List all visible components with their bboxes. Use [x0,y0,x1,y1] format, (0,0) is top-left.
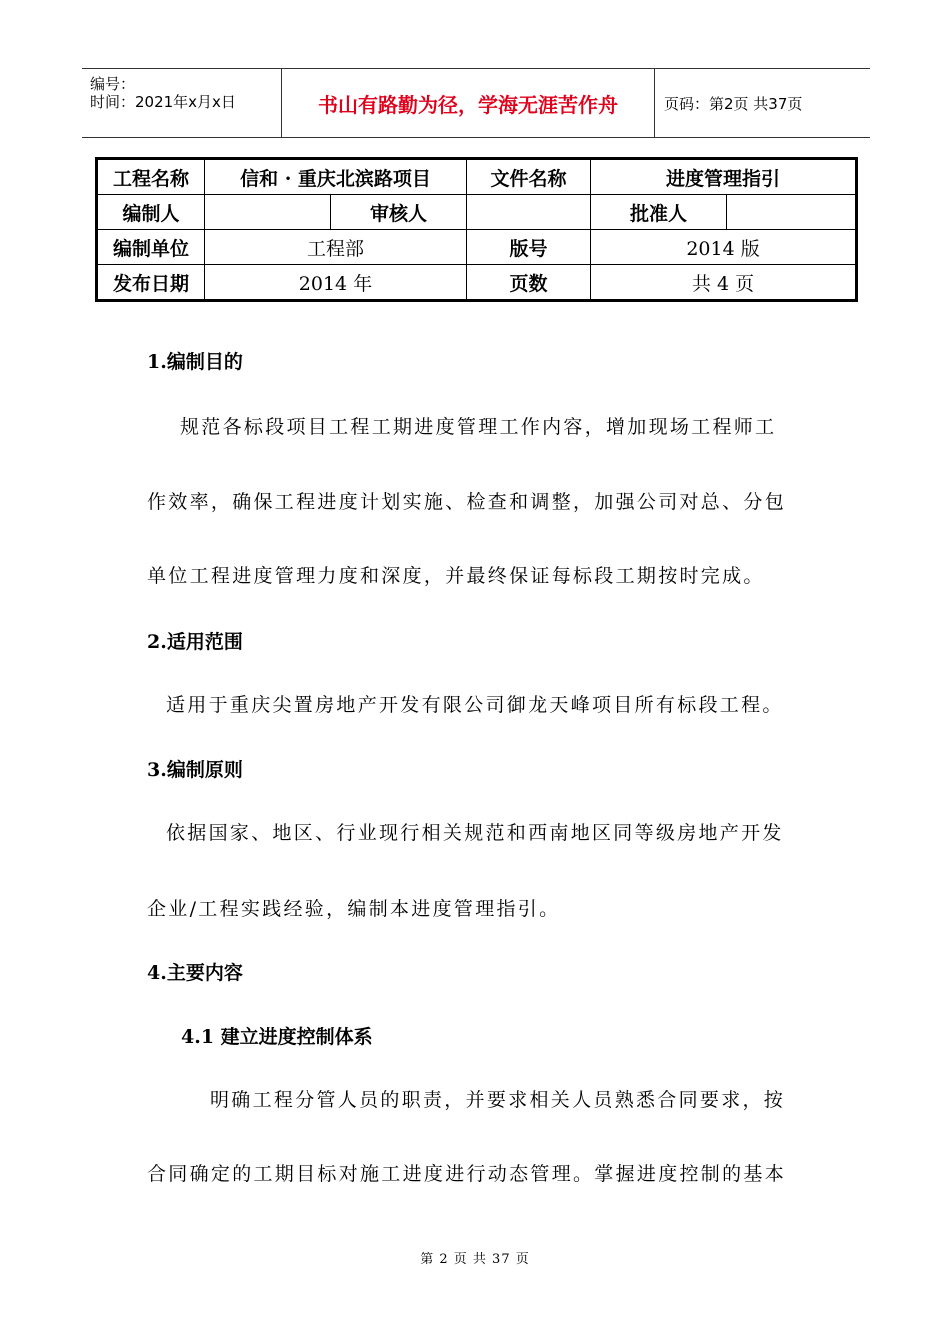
table-cell: 2014 版 [591,230,857,265]
table-cell: 工程部 [205,230,467,265]
header-page-info: 页码：第2页 共37页 [664,95,803,113]
table-row [97,159,857,195]
page-header [82,68,870,138]
subsection-heading-4-1: 4.1 建立进度控制体系 [181,1026,373,1048]
table-cell: 工程名称 [97,159,205,195]
section-heading-2: 2.适用范围 [147,631,243,653]
table-cell [467,195,591,230]
table-row [97,265,857,301]
table-cell: 进度管理指引 [591,159,857,195]
paragraph-line: 企业/工程实践经验，编制本进度管理指引。 [147,898,561,920]
table-row [97,195,857,230]
paragraph-line: 合同确定的工期目标对施工进度进行动态管理。掌握进度控制的基本 [147,1163,787,1185]
table-cell: 批准人 [591,195,727,230]
paragraph-line: 作效率，确保工程进度计划实施、检查和调整，加强公司对总、分包 [147,491,787,513]
paragraph-line: 规范各标段项目工程工期进度管理工作内容，增加现场工程师工 [180,416,777,438]
paragraph-line: 依据国家、地区、行业现行相关规范和西南地区同等级房地产开发 [166,822,784,844]
time-label: 时间：2021年x月x日 [90,93,236,111]
header-meta [82,69,282,137]
paragraph-line: 适用于重庆尖置房地产开发有限公司御龙天峰项目所有标段工程。 [166,694,784,716]
table-cell: 信和 · 重庆北滨路项目 [205,159,467,195]
page-footer: 第 2 页 共 37 页 [420,1252,530,1267]
table-cell: 编制人 [97,195,205,230]
table-cell: 发布日期 [97,265,205,301]
section-heading-1: 1.编制目的 [147,351,243,373]
table-cell [205,195,331,230]
table-cell: 版号 [467,230,591,265]
table-row [97,230,857,265]
number-label: 编号： [90,75,136,93]
paragraph-line: 单位工程进度管理力度和深度，并最终保证每标段工期按时完成。 [147,565,765,587]
table-cell [727,195,857,230]
table-cell: 文件名称 [467,159,591,195]
paragraph-line: 明确工程分管人员的职责，并要求相关人员熟悉合同要求，按 [210,1089,786,1111]
section-heading-3: 3.编制原则 [147,759,243,781]
document-info-table [95,157,858,302]
table-cell: 2014 年 [205,265,467,301]
section-heading-4: 4.主要内容 [147,962,243,984]
table-cell: 审核人 [331,195,467,230]
header-divider [654,69,655,137]
table-cell: 页数 [467,265,591,301]
table-cell: 编制单位 [97,230,205,265]
header-motto: 书山有路勤为径，学海无涯苦作舟 [318,92,618,117]
table-cell: 共 4 页 [591,265,857,301]
